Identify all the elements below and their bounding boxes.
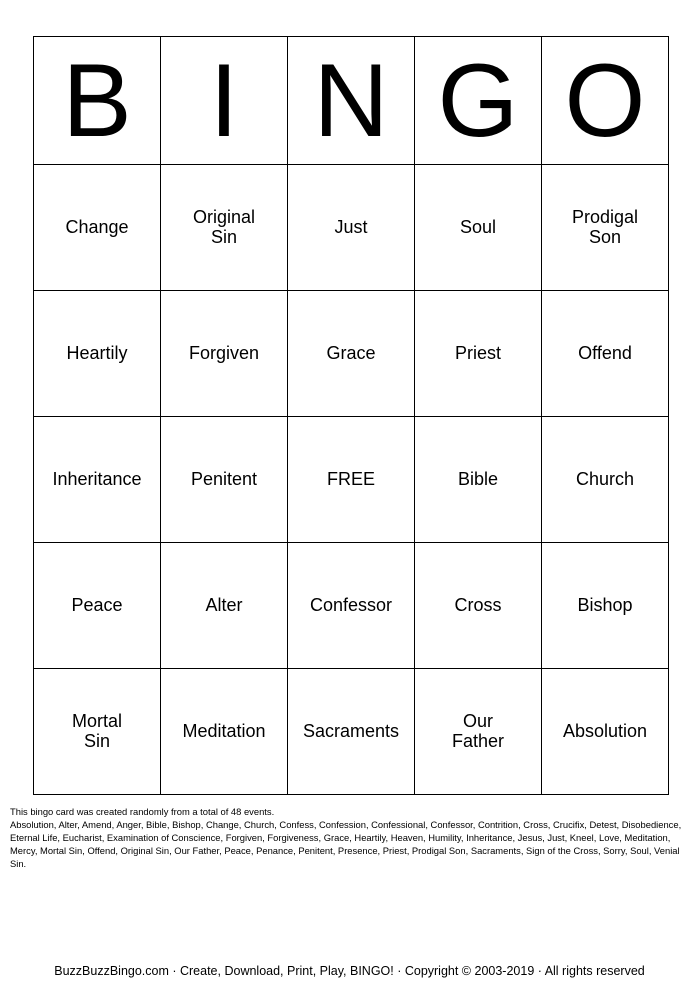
bingo-cell (415, 543, 542, 669)
free-space-text: FREE (326, 469, 375, 489)
bingo-cell (161, 165, 288, 291)
bingo-cell (161, 669, 288, 795)
free-space-cell (288, 417, 415, 543)
bingo-cell (542, 417, 669, 543)
cell-text: Mortal Sin (71, 711, 122, 751)
event-list: Absolution, Alter, Amend, Anger, Bible, Bishop, Change, Church, Confess, Confession, Confessional, Confessor, Contrition, Cross, Crucifix, Detest, Disobedience, Eternal Life, Eucharist, Examination of Conscience, Forgiven, Forgiveness, Grace, Heartily, Heaven, Humility, Inheritance, Jesus, Just, Kneel, Love, Meditation, Mercy, Mortal Sin, Offend, Original Sin, Our Father, Peace, Penance, Penitent, Presence, Priest, Prodigal Son, Sacraments, Sign of the Cross, Sorry, Soul, Venial Sin. (10, 819, 682, 869)
created-note: This bingo card was created randomly from a total of 48 events. (10, 806, 275, 817)
bingo-cell (542, 291, 669, 417)
bingo-row-5 (34, 669, 669, 795)
bingo-cell (288, 291, 415, 417)
bingo-header-row (34, 37, 669, 165)
cell-text: Priest (454, 343, 501, 363)
bingo-cell (34, 417, 161, 543)
cell-text: Peace (71, 595, 123, 615)
bingo-cell (542, 165, 669, 291)
header-letter-g: G (415, 37, 542, 165)
cell-text: Forgiven (188, 343, 260, 363)
bingo-cell (415, 669, 542, 795)
cell-text: Offend (578, 343, 632, 363)
cell-text: Soul (459, 217, 497, 237)
bingo-cell (288, 165, 415, 291)
cell-text: Cross (454, 595, 502, 615)
cell-text: Bible (457, 469, 499, 489)
bingo-cell (415, 165, 542, 291)
bingo-cell (415, 417, 542, 543)
cell-text: Heartily (66, 343, 128, 363)
header-letter-b: B (34, 37, 161, 165)
cell-text: Prodigal Son (571, 207, 639, 247)
bingo-cell (288, 669, 415, 795)
bingo-cell (34, 291, 161, 417)
cell-text: Our Father (451, 711, 505, 751)
cell-text: Meditation (182, 721, 266, 741)
cell-text: Grace (326, 343, 376, 363)
bingo-row-4 (34, 543, 669, 669)
bingo-card (33, 36, 669, 795)
bingo-cell (542, 669, 669, 795)
footer-copyright: BuzzBuzzBingo.com · Create, Download, Print, Play, BINGO! · Copyright © 2003-2019 · All rights reserved (54, 964, 645, 978)
cell-text: Just (334, 217, 368, 237)
cell-text: Confessor (309, 595, 393, 615)
bingo-row-1 (34, 165, 669, 291)
bingo-cell (34, 669, 161, 795)
bingo-cell (288, 543, 415, 669)
bingo-row-2 (34, 291, 669, 417)
bingo-cell (161, 543, 288, 669)
bingo-row-3 (34, 417, 669, 543)
cell-text: Bishop (577, 595, 633, 615)
cell-text: Original Sin (192, 207, 256, 247)
header-letter-n: N (288, 37, 415, 165)
bingo-cell (542, 543, 669, 669)
bingo-cell (161, 417, 288, 543)
bingo-cell (34, 543, 161, 669)
card-info (10, 805, 690, 870)
cell-text: Church (575, 469, 635, 489)
cell-text: Penitent (190, 469, 258, 489)
cell-text: Alter (205, 595, 243, 615)
cell-text: Change (65, 217, 129, 237)
cell-text: Inheritance (52, 469, 142, 489)
bingo-cell (415, 291, 542, 417)
header-letter-i: I (161, 37, 288, 165)
cell-text: Sacraments (302, 721, 400, 741)
bingo-cell (34, 165, 161, 291)
header-letter-o: O (542, 37, 669, 165)
cell-text: Absolution (562, 721, 648, 741)
bingo-cell (161, 291, 288, 417)
